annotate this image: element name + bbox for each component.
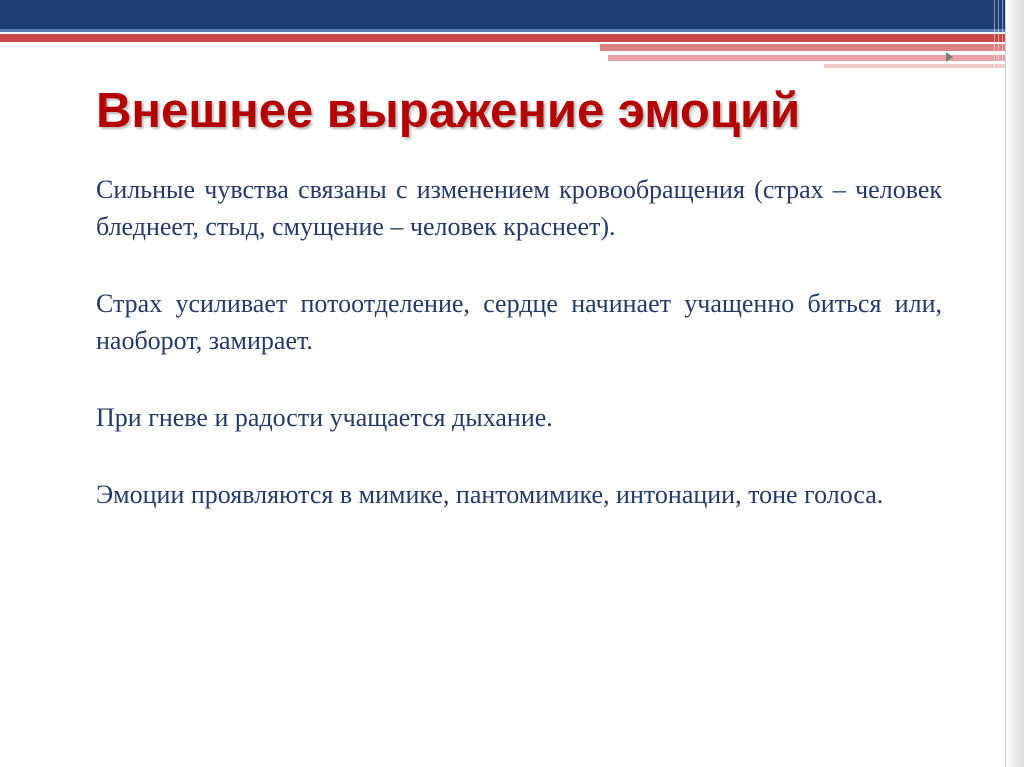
paragraph-fear-effects: Страх усиливает потоотделение, сердце начинает учащенно биться или, наоборот, замирает. <box>96 288 942 355</box>
slide-page-edge <box>1005 0 1024 767</box>
slide-title: Внешнее выражение эмоций <box>96 84 801 138</box>
red-stripe-primary <box>0 34 1024 42</box>
paragraph-expression: Эмоции проявляются в мимике, пантомимике, интонации, тоне голоса. <box>96 479 884 509</box>
red-stripe-tertiary <box>608 55 1024 61</box>
slide-content <box>96 172 942 513</box>
top-blue-highlight <box>0 29 1024 32</box>
top-blue-band <box>0 0 1024 32</box>
paragraph-blood-circulation: Сильные чувства связаны с изменением кровообращения (страх – человек бледнеет, стыд, смущение – человек краснеет). <box>96 175 942 241</box>
red-stripe-secondary <box>600 44 1024 51</box>
triangle-marker-icon <box>946 52 953 62</box>
paragraph-breathing: При гневе и радости учащается дыхание. <box>96 402 553 432</box>
